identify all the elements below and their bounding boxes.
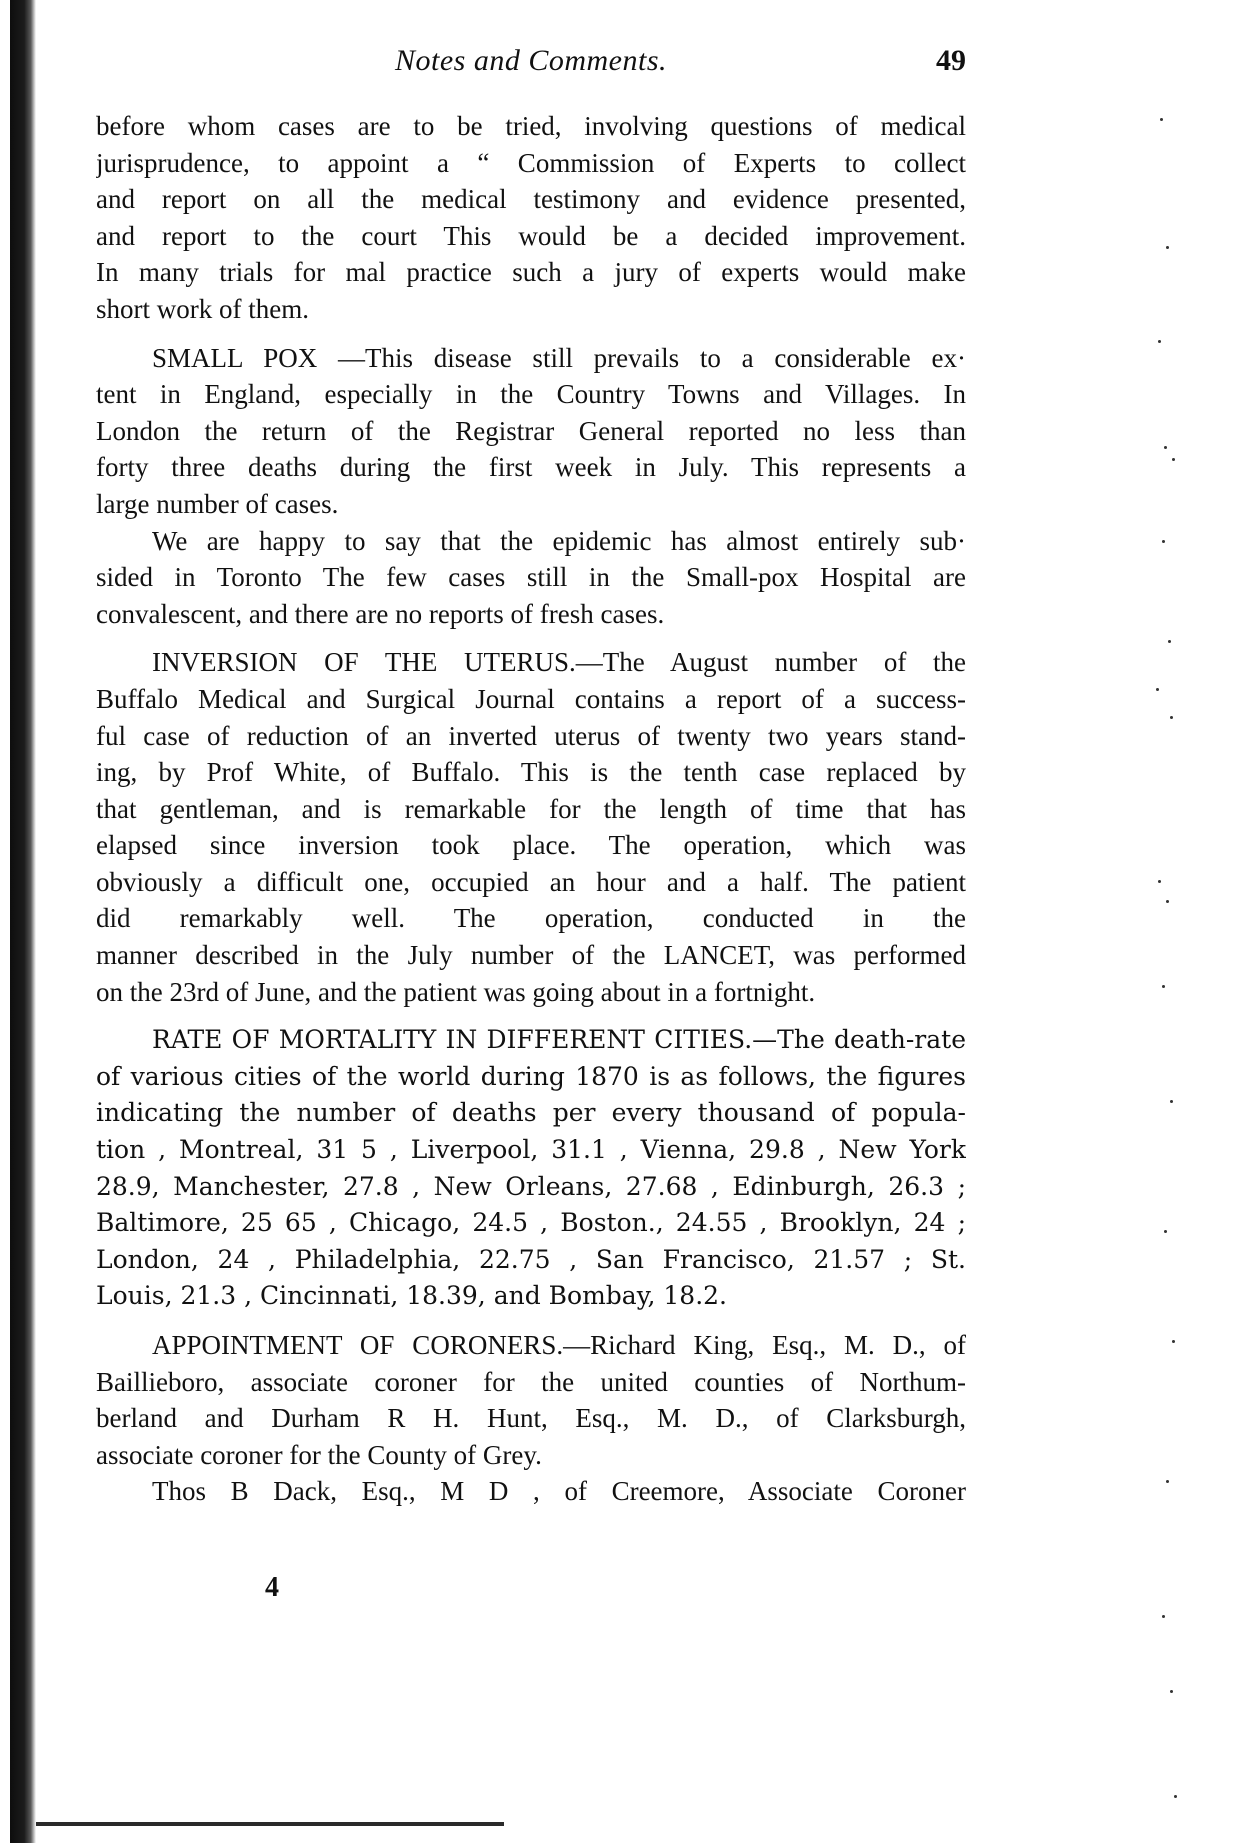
text-line: Baltimore, 25 65 , Chicago, 24.5 , Boston., 24.55 , Brooklyn, 24 ; — [96, 1208, 966, 1238]
margin-print-specks — [1150, 0, 1220, 1843]
text-line: Thos B Dack, Esq., M D , of Creemore, Associate Coroner — [152, 1476, 966, 1507]
paragraph-coroners — [96, 1327, 966, 1473]
text-line: associate coroner for the County of Grey. — [96, 1439, 542, 1470]
text-line: forty three deaths during the first week in July. This represents a — [96, 452, 966, 483]
text-line: manner described in the July number of the LANCET, was performed — [96, 940, 966, 971]
text-line: Louis, 21.3 , Cincinnati, 18.39, and Bombay, 18.2. — [96, 1281, 728, 1311]
page-number: 49 — [936, 44, 966, 77]
text-line: ful case of reduction of an inverted uterus of twenty two years stand- — [96, 720, 966, 751]
book-binding-edge — [10, 0, 36, 1843]
text-line: 28.9, Manchester, 27.8 , New Orleans, 27.68 , Edinburgh, 26.3 ; — [96, 1171, 966, 1201]
text-line: that gentleman, and is remarkable for the length of time that has — [96, 793, 966, 824]
text-line: INVERSION OF THE UTERUS.—The August number of the — [152, 647, 966, 678]
paragraph-jurisprudence — [96, 108, 966, 328]
text-line: of various cities of the world during 1870 is as follows, the figures — [96, 1061, 966, 1091]
text-line: RATE OF MORTALITY IN DIFFERENT CITIES.—The death-rate — [152, 1025, 966, 1055]
text-line: Baillieboro, associate coroner for the united counties of Northum- — [96, 1366, 966, 1397]
text-line: London, 24 , Philadelphia, 22.75 , San Francisco, 21.57 ; St. — [96, 1244, 966, 1274]
paragraph-inversion-uterus — [96, 644, 966, 1010]
text-line: berland and Durham R H. Hunt, Esq., M. D., of Clarksburgh, — [96, 1403, 966, 1434]
text-line: short work of them. — [96, 293, 309, 324]
text-line: tion , Montreal, 31 5 , Liverpool, 31.1 , Vienna, 29.8 , New York — [96, 1135, 966, 1165]
text-line: indicating the number of deaths per every thousand of popula- — [96, 1098, 966, 1128]
page-body — [96, 108, 966, 1510]
paragraph-toronto — [96, 523, 966, 633]
text-line: did remarkably well. The operation, conducted in the — [96, 903, 966, 934]
text-line: elapsed since inversion took place. The operation, which was — [96, 830, 966, 861]
paragraph-small-pox — [96, 340, 966, 523]
text-line: jurisprudence, to appoint a “ Commission of Experts to collect — [96, 147, 966, 178]
text-line: ing, by Prof White, of Buffalo. This is the tenth case replaced by — [96, 757, 966, 788]
text-line: In many trials for mal practice such a jury of experts would make — [96, 257, 966, 288]
text-line: London the return of the Registrar General reported no less than — [96, 415, 966, 446]
running-title: Notes and Comments. — [395, 44, 667, 77]
paragraph-mortality-rate — [96, 1022, 966, 1315]
page-bottom-rule — [36, 1822, 504, 1826]
text-line: before whom cases are to be tried, involving questions of medical — [96, 111, 966, 141]
text-line: APPOINTMENT OF CORONERS.—Richard King, Esq., M. D., of — [152, 1330, 966, 1360]
text-line: tent in England, especially in the Country Towns and Villages. In — [96, 379, 966, 410]
paragraph-dack — [96, 1473, 966, 1510]
text-line: and report to the court This would be a decided improvement. — [96, 220, 966, 251]
text-line: obviously a difficult one, occupied an hour and a half. The patient — [96, 866, 966, 897]
text-line: large number of cases. — [96, 488, 339, 519]
text-line: on the 23rd of June, and the patient was going about in a fortnight. — [96, 976, 816, 1007]
text-line: sided in Toronto The few cases still in the Small-pox Hospital are — [96, 562, 966, 593]
page-header — [96, 44, 966, 88]
text-line: Buffalo Medical and Surgical Journal contains a report of a success- — [96, 683, 966, 714]
text-line: SMALL POX —This disease still prevails to a considerable ex· — [152, 342, 966, 373]
signature-mark: 4 — [265, 1572, 279, 1603]
text-line: convalescent, and there are no reports of fresh cases. — [96, 598, 665, 629]
text-line: and report on all the medical testimony and evidence presented, — [96, 184, 966, 215]
text-line: We are happy to say that the epidemic has almost entirely sub· — [152, 525, 966, 556]
